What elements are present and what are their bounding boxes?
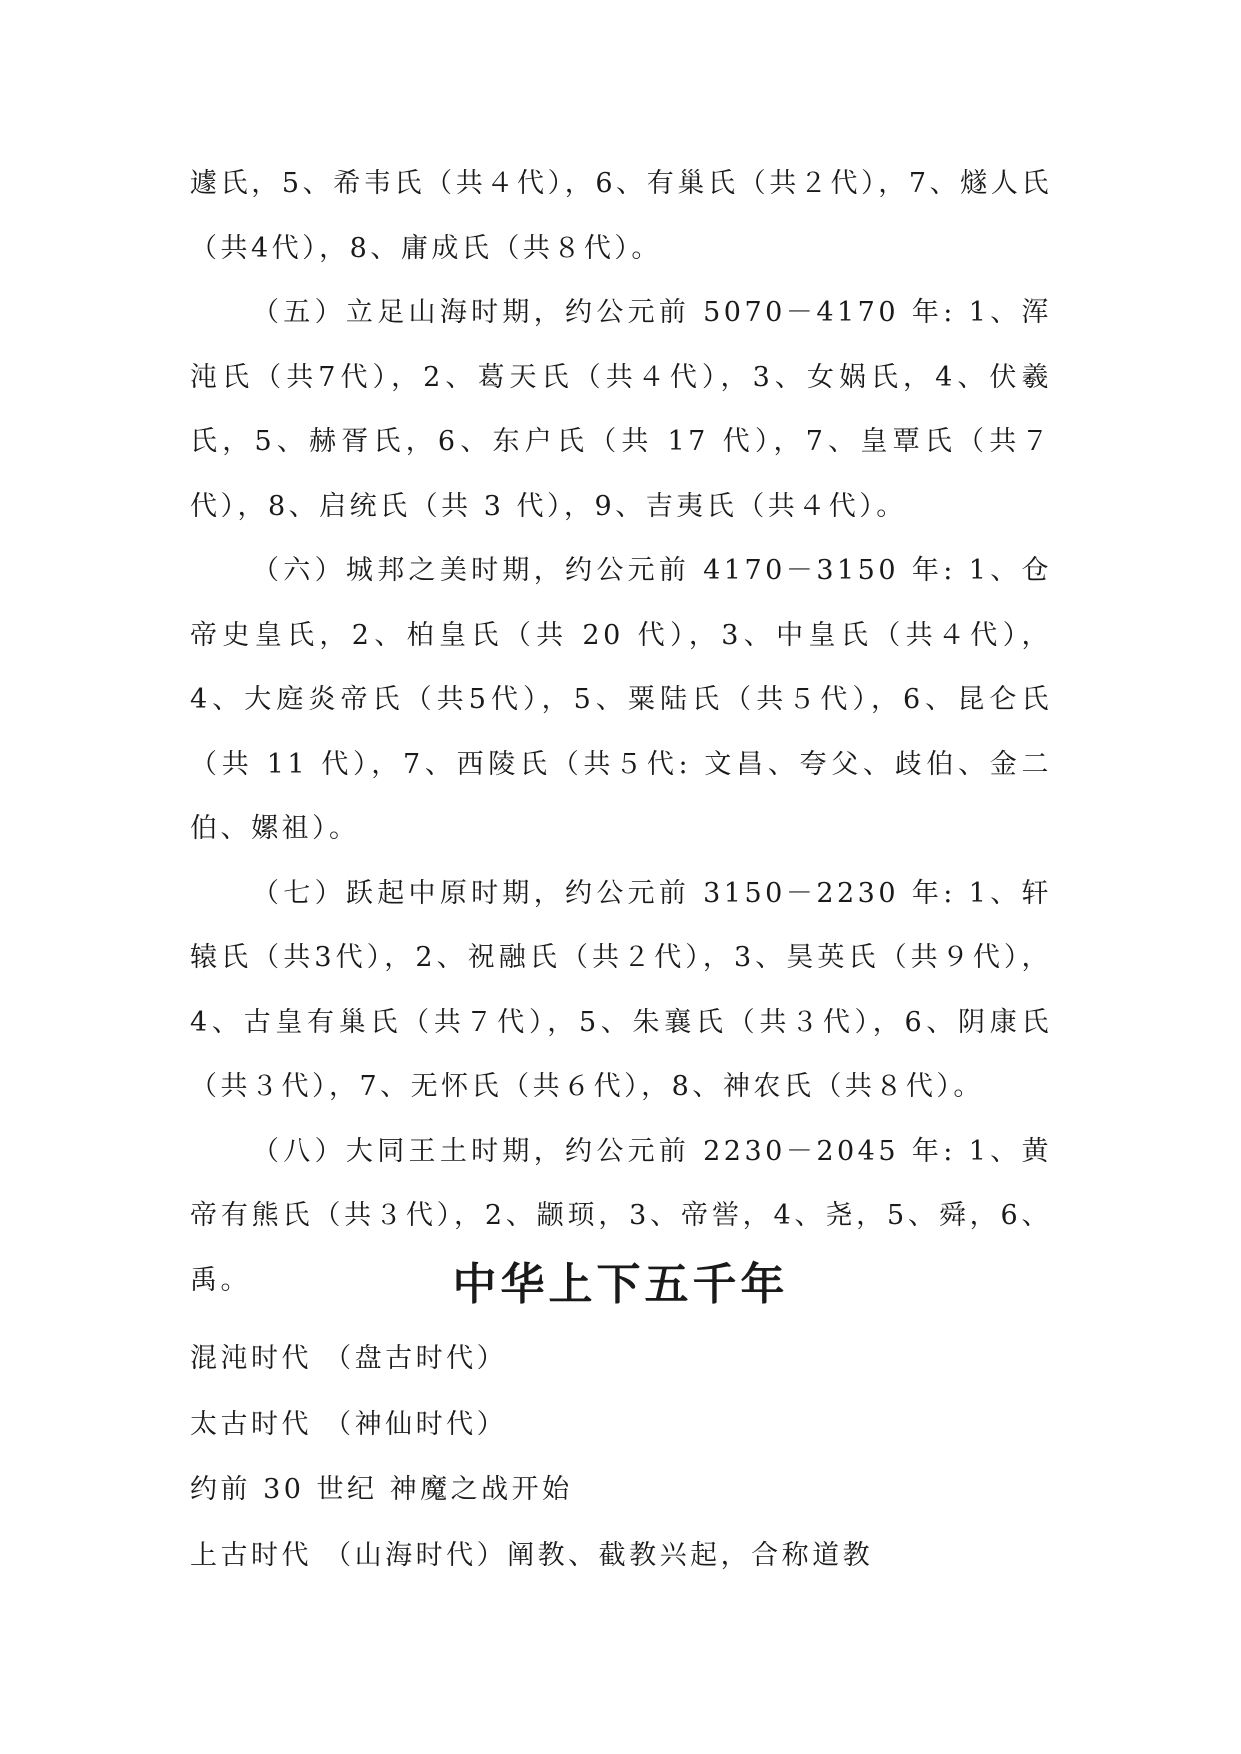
paragraph-continuation: 遽氏，5、希韦氏（共４代），6、有巢氏（共２代），7、燧人氏（共4代），8、庸成氏（共８代）。 <box>190 168 1052 264</box>
body-text <box>190 152 1052 1313</box>
paragraph-period-7: （七）跃起中原时期，约公元前 3150－2230 年: 1、轩辕氏（共3代），2、祝融氏（共２代），3、昊英氏（共９代），4、古皇有巢氏（共７代），5、朱襄氏（共３代），6、阴康氏（共３代），7、无怀氏（共６代），8、神农氏（共８代）。 <box>190 877 1052 1102</box>
paragraph-period-8: （八）大同王土时期，约公元前 2230－2045 年: 1、黄帝有熊氏（共３代），2、颛顼，3、帝喾，4、尧，5、舜，6、禹。 <box>190 1135 1052 1296</box>
section-heading: 中华上下五千年 <box>452 1259 789 1310</box>
era-list <box>190 1326 1052 1588</box>
era-item-war: 约前 30 世纪 神魔之战开始 <box>190 1474 573 1505</box>
era-item-taigu: 太古时代 （神仙时代） <box>190 1408 508 1440</box>
era-item-chaos: 混沌时代 （盘古时代） <box>190 1343 508 1374</box>
paragraph-period-6: （六）城邦之美时期，约公元前 4170－3150 年: 1、仓帝史皇氏，2、柏皇氏（共 20 代），3、中皇氏（共４代），4、大庭炎帝氏（共5代），5、粟陆氏（共５代），6、昆仑氏（共 11 代），7、西陵氏（共５代: 文昌、夸父、歧伯、金二伯、嫘祖）。 <box>190 555 1052 844</box>
paragraph-period-5: （五）立足山海时期，约公元前 5070－4170 年: 1、浑沌氏（共7代），2、葛天氏（共４代），3、女娲氏，4、伏羲氏，5、赫胥氏，6、东户氏（共 17 代），7、皇覃氏（共７代），8、启统氏（共 3 代），9、吉夷氏（共４代）。 <box>190 297 1052 522</box>
era-item-shanggu: 上古时代 （山海时代）阐教、截教兴起，合称道教 <box>190 1539 874 1571</box>
